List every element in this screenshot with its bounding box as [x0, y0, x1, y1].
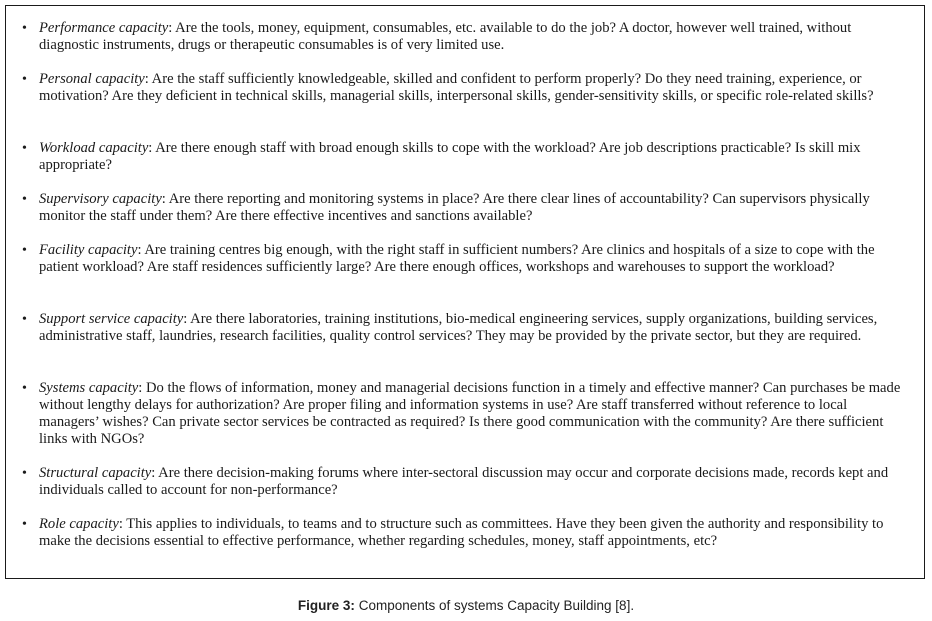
bullet: • [22, 312, 27, 327]
item-text: : Do the flows of information, money and managerial decisions function in a timely and effective manner? Can purchases be made without lengthy delays for authorization? Are proper filing and information systems in use? Are staff transferred without reference to local managers’ wishes? Can private sector services be contracted as required? Is there good communication with the community? Are there sufficient links with NGOs? [39, 380, 901, 447]
item-text: : Are training centres big enough, with the right staff in sufficient numbers? Are clinics and hospitals of a size to cope with the patient workload? Are staff residences sufficiently large? Are there enough offices, workshops and warehouses to support the workload? [39, 242, 875, 275]
bullet: • [22, 72, 27, 87]
item-text: : Are there decision-making forums where inter-sectoral discussion may occur and corporate decisions made, records kept and individuals called to account for non-performance? [39, 465, 889, 498]
item-text: : Are there laboratories, training institutions, bio-medical engineering services, supply organizations, building services, administrative staff, laundries, research facilities, quality control services? They may be provided by the private sector, but they are required. [39, 311, 878, 344]
list-item-structural [22, 465, 903, 499]
bullet: • [22, 517, 27, 532]
item-term: Structural capacity [39, 465, 152, 481]
item-term: Performance capacity [39, 20, 169, 36]
bullet: • [22, 381, 27, 396]
list-item-support-service [22, 311, 903, 345]
bullet: • [22, 192, 27, 207]
list-item-systems [22, 380, 903, 448]
figure-frame [5, 5, 925, 579]
item-term: Role capacity [39, 516, 119, 532]
item-text: : Are there reporting and monitoring systems in place? Are there clear lines of accountability? Can supervisors physically monitor the staff under them? Are there effective incentives and sanctions available? [39, 191, 870, 224]
list-item-workload [22, 140, 903, 174]
bullet: • [22, 466, 27, 481]
item-text: : Are the staff sufficiently knowledgeable, skilled and confident to perform properly? Do they need training, experience, or motivation? Are they deficient in technical skills, managerial skills, interpersonal skills, gender-sensitivity skills, or specific role-related skills? [39, 71, 874, 104]
list-item-performance [22, 20, 903, 54]
caption-text: Components of systems Capacity Building [8]. [354, 598, 635, 613]
item-term: Workload capacity [39, 140, 149, 156]
bullet: • [22, 243, 27, 258]
list-item-role [22, 516, 903, 550]
list-item-supervisory [22, 191, 903, 225]
bullet: • [22, 141, 27, 156]
item-text: : This applies to individuals, to teams and to structure such as committees. Have they been given the authority and responsibility to make the decisions essential to effective performance, whether regarding schedules, money, staff appointments, etc? [39, 516, 884, 549]
item-term: Systems capacity [39, 380, 139, 396]
item-term: Supervisory capacity [39, 191, 162, 207]
item-text: : Are there enough staff with broad enough skills to cope with the workload? Are job descriptions practicable? Is skill mix appropriate? [39, 140, 861, 173]
caption-label: Figure 3: [297, 598, 355, 613]
list-item-personal [22, 71, 903, 105]
item-text: : Are the tools, money, equipment, consumables, etc. available to do the job? A doctor, however well trained, without diagnostic instruments, drugs or therapeutic consumables is of very limited use. [39, 20, 852, 53]
item-term: Support service capacity [39, 311, 184, 327]
item-term: Personal capacity [39, 71, 145, 87]
figure-caption [0, 598, 932, 613]
item-term: Facility capacity [39, 242, 138, 258]
list-item-facility [22, 242, 903, 276]
bullet: • [22, 21, 27, 36]
